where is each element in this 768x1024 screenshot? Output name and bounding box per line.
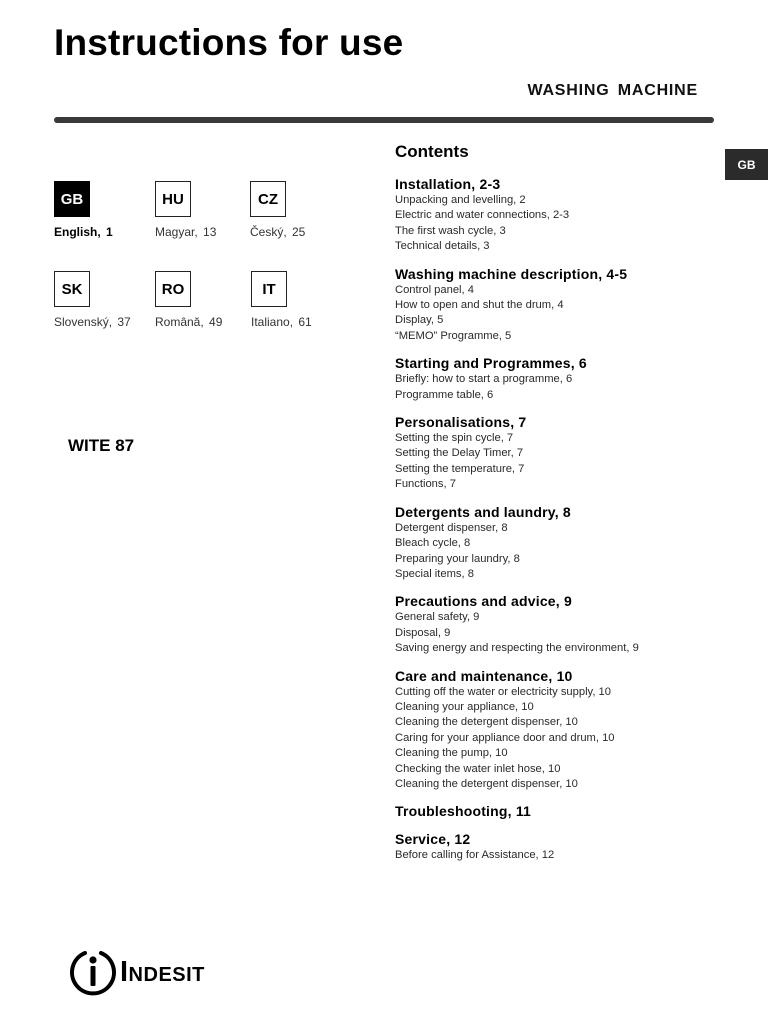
contents-item[interactable]: Functions, 7 [395, 478, 456, 491]
contents-item[interactable]: Setting the spin cycle, 7 [395, 432, 514, 445]
language-code-box: RO [155, 271, 191, 307]
brand-name: Indesit [120, 955, 205, 988]
contents-item[interactable]: Display, 5 [395, 314, 444, 327]
contents-section-title[interactable]: Precautions and advice, 9 [395, 593, 572, 610]
contents-section [395, 413, 715, 493]
language-code-box: IT [251, 271, 287, 307]
contents-section [395, 503, 715, 583]
language-item-gb[interactable] [54, 181, 144, 239]
contents-item-list [395, 193, 715, 255]
language-code-box: CZ [250, 181, 286, 217]
contents-sections [395, 175, 715, 864]
contents-item[interactable]: Briefly: how to start a programme, 6 [395, 373, 573, 386]
language-item-hu[interactable] [155, 181, 245, 239]
contents-item[interactable]: Bleach cycle, 8 [395, 537, 471, 550]
contents-item[interactable]: Checking the water inlet hose, 10 [395, 762, 561, 775]
language-item-it[interactable] [251, 271, 341, 329]
contents-section [395, 592, 715, 656]
contents-section-title[interactable]: Personalisations, 7 [395, 414, 527, 431]
page-title: Instructions for use [54, 22, 404, 63]
contents-item-list [395, 431, 715, 493]
contents-section-title[interactable]: Washing machine description, 4-5 [395, 265, 628, 282]
language-item-ro[interactable] [155, 271, 245, 329]
contents-section-title[interactable]: Care and maintenance, 10 [395, 667, 573, 684]
indesit-logo-icon [68, 947, 118, 997]
contents-section [395, 802, 715, 820]
contents-item[interactable]: Preparing your laundry, 8 [395, 552, 520, 565]
brand-logo [68, 946, 205, 998]
contents-section-title[interactable]: Service, 12 [395, 831, 471, 848]
contents-section [395, 175, 715, 255]
language-name: Italiano, 61 [251, 315, 312, 329]
language-name: English, 1 [54, 225, 113, 239]
language-side-tab: GB [725, 149, 768, 180]
contents-item-list [395, 848, 715, 863]
contents-item[interactable]: Cleaning the detergent dispenser, 10 [395, 777, 578, 790]
contents-item[interactable]: “MEMO” Programme, 5 [395, 329, 512, 342]
language-code-box: HU [155, 181, 191, 217]
contents-item[interactable]: Before calling for Assistance, 12 [395, 849, 555, 862]
contents-section-title[interactable]: Starting and Programmes, 6 [395, 355, 587, 372]
language-name: Slovenský, 37 [54, 315, 131, 329]
contents-item[interactable]: Technical details, 3 [395, 240, 490, 253]
contents-item[interactable]: Cleaning the pump, 10 [395, 747, 508, 760]
contents-item[interactable]: Caring for your appliance door and drum, 10 [395, 731, 615, 744]
contents-item-list [395, 521, 715, 583]
contents-item[interactable]: General safety, 9 [395, 611, 480, 624]
language-item-cz[interactable] [250, 181, 340, 239]
language-name: Română, 49 [155, 315, 223, 329]
contents-item-list [395, 283, 715, 345]
language-code-box: GB [54, 181, 90, 217]
contents-item[interactable]: Cleaning the detergent dispenser, 10 [395, 716, 578, 729]
contents-item[interactable]: How to open and shut the drum, 4 [395, 299, 564, 312]
table-of-contents [395, 142, 715, 874]
contents-item[interactable]: Saving energy and respecting the environment, 9 [395, 642, 639, 655]
contents-item[interactable]: Setting the Delay Timer, 7 [395, 447, 524, 460]
contents-section-title[interactable]: Detergents and laundry, 8 [395, 503, 571, 520]
contents-item[interactable]: Cutting off the water or electricity supply, 10 [395, 685, 611, 698]
contents-item[interactable]: The first wash cycle, 3 [395, 224, 506, 237]
language-name: Český, 25 [250, 225, 306, 239]
contents-section-title[interactable]: Installation, 2-3 [395, 176, 501, 192]
contents-section-title[interactable]: Troubleshooting, 11 [395, 803, 532, 820]
language-item-sk[interactable] [54, 271, 144, 329]
contents-item[interactable]: Detergent dispenser, 8 [395, 521, 508, 534]
contents-item-list [395, 685, 715, 793]
contents-heading: Contents [395, 142, 469, 161]
contents-item[interactable]: Disposal, 9 [395, 626, 451, 639]
contents-section [395, 354, 715, 403]
contents-section [395, 265, 715, 345]
contents-item[interactable]: Electric and water connections, 2-3 [395, 209, 570, 222]
contents-section [395, 830, 715, 863]
contents-item[interactable]: Special items, 8 [395, 567, 474, 580]
contents-item[interactable]: Setting the temperature, 7 [395, 462, 525, 475]
contents-item-list [395, 610, 715, 656]
page-subtitle: WASHING MACHINE [527, 82, 698, 99]
language-name: Magyar, 13 [155, 225, 217, 239]
contents-section [395, 667, 715, 793]
contents-item[interactable]: Unpacking and levelling, 2 [395, 194, 526, 206]
header-divider [54, 117, 714, 123]
contents-item[interactable]: Programme table, 6 [395, 388, 494, 401]
language-code-box: SK [54, 271, 90, 307]
contents-item[interactable]: Cleaning your appliance, 10 [395, 700, 534, 713]
contents-item-list [395, 372, 715, 403]
contents-item[interactable]: Control panel, 4 [395, 283, 474, 296]
model-name: WITE 87 [68, 436, 135, 455]
